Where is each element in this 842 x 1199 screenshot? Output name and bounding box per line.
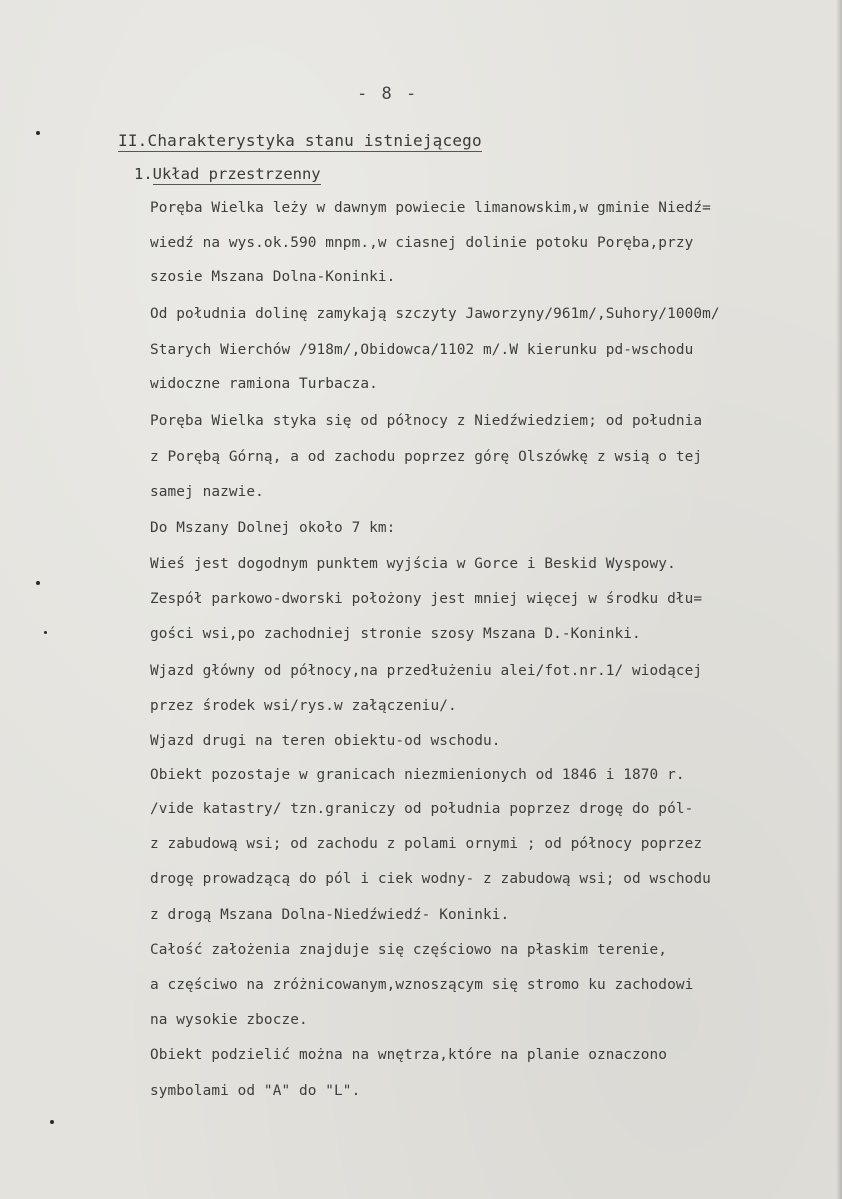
body-line: samej nazwie. <box>150 484 264 500</box>
subsection-heading <box>134 165 321 183</box>
body-line: Starych Wierchów /918m/,Obidowca/1102 m/.W kierunku pd-wschodu <box>150 342 694 358</box>
body-line: Poręba Wielka leży w dawnym powiecie limanowskim,w gminie Niedź= <box>150 200 711 216</box>
body-line: Do Mszany Dolnej około 7 km: <box>150 520 396 536</box>
body-line: przez środek wsi/rys.w załączeniu/. <box>150 698 457 714</box>
section-heading: II.Charakterystyka stanu istniejącego <box>118 131 482 150</box>
body-line: z drogą Mszana Dolna-Niedźwiedź- Koninki. <box>150 907 510 923</box>
subsection-title: Układ przestrzenny <box>152 165 321 183</box>
body-line: z Porębą Górną, a od zachodu poprzez górę Olszówkę z wsią o tej <box>150 449 703 465</box>
page-number: - 8 - <box>357 84 419 104</box>
body-line: Wjazd główny od północy,na przedłużeniu alei/fot.nr.1/ wiodącej <box>150 663 703 679</box>
body-line: szosie Mszana Dolna-Koninki. <box>150 269 396 285</box>
body-line: symbolami od "A" do "L". <box>150 1083 361 1099</box>
punch-hole-mark <box>50 1120 54 1124</box>
body-line: Całość założenia znajduje się częściowo na płaskim terenie, <box>150 942 668 958</box>
body-line: z zabudową wsi; od zachodu z polami ornymi ; od północy poprzez <box>150 836 703 852</box>
body-line: Obiekt pozostaje w granicach niezmienionych od 1846 i 1870 r. <box>150 767 685 783</box>
body-line: Zespół parkowo-dworski położony jest mniej więcej w środku dłu= <box>150 591 703 607</box>
body-line: /vide katastry/ tzn.graniczy od południa poprzez drogę do pól- <box>150 801 694 817</box>
body-line: widoczne ramiona Turbacza. <box>150 376 378 392</box>
body-line: a częściwo na zróżnicowanym,wznoszącym się stromo ku zachodowi <box>150 977 694 993</box>
page-edge-shadow <box>836 0 842 1199</box>
body-line: na wysokie zbocze. <box>150 1012 308 1028</box>
body-line: Wieś jest dogodnym punktem wyjścia w Gorce i Beskid Wyspowy. <box>150 556 676 572</box>
punch-hole-mark <box>36 131 40 135</box>
body-line: drogę prowadzącą do pól i ciek wodny- z zabudową wsi; od wschodu <box>150 871 711 887</box>
body-line: wiedź na wys.ok.590 mnpm.,w ciasnej dolinie potoku Poręba,przy <box>150 235 694 251</box>
subsection-number: 1. <box>134 165 153 183</box>
body-line: Od południa dolinę zamykają szczyty Jaworzyny/961m/,Suhory/1000m/ <box>150 306 720 322</box>
body-line: Poręba Wielka styka się od północy z Niedźwiedziem; od południa <box>150 413 703 429</box>
body-line: Obiekt podzielić można na wnętrza,które na planie oznaczono <box>150 1047 668 1063</box>
body-line: gości wsi,po zachodniej stronie szosy Mszana D.-Koninki. <box>150 626 641 642</box>
body-line: Wjazd drugi na teren obiektu-od wschodu. <box>150 733 501 749</box>
punch-hole-mark <box>36 581 40 585</box>
punch-hole-mark <box>44 631 47 634</box>
